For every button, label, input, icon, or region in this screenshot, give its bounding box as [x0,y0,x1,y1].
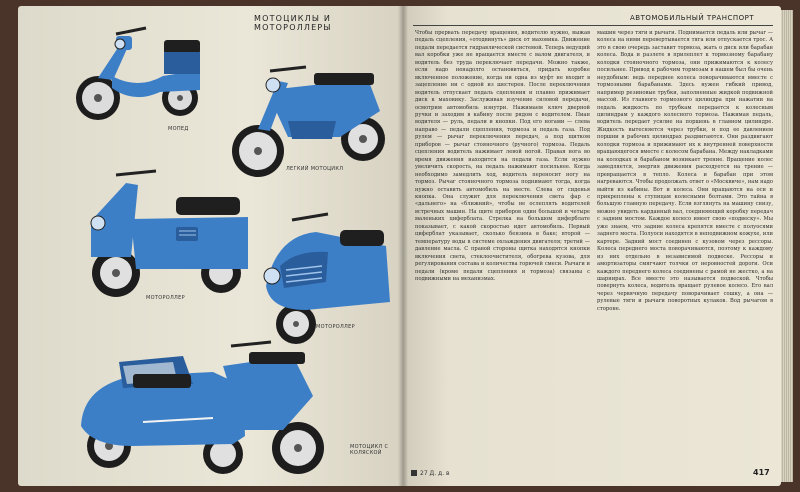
footer-square-icon [411,470,417,476]
right-page [403,6,781,486]
caption-light-motorcycle: ЛЕГКИЙ МОТОЦИКЛ [286,166,344,172]
moped-illustration [68,18,208,128]
caption-sidecar [350,444,390,456]
left-page [18,6,403,486]
caption-sidecar-text: МОТОЦИКЛ С КОЛЯСКОЙ [350,444,389,456]
right-text-column-1: Чтобы прервать передачу вращения, водителю нужно, выжав педаль сцепления, «отодвинуть» диск от маховика. Движение педали передается гидравлической системой. Теперь ведущий вал коробки уже не вращается вместе с валом двигателя, и водитель без труда переключает передачи. Можно также, если надо ненадолго остановиться, придать коробке включенное положение, когда ни одна из муфт не входит в зацепление ни с одной из шестерен. После переключения водитель отпускает педаль сцепления и плавно прижимает диск к маховику. Заслуживая изучение силовой передачи, осмотрим автомобиль изнутри. Нажимаем ключ дверной ручки и заходим в кабину после рядом с водителем. Пиан водителя — руль, педали и кнопки. Под его ногами — слева направо — педали сцепления, тормоза и педаль газа. Под рулем — рычаг переключения передач, а под щитком приборов — рычаг стояночного (ручного) тормоза. Педаль сцепления водитель нажимает левой ногой. Правая нога во время движения находится на педали газа. Если нужно увеличить скорость, на педаль нажимают посильнее. Когда необходимо замедлить ход, водитель переносит ногу на тормоз. Рычаг стояночного тормоза поднимают тогда, когда нужно оставить автомобиль на месте. Слева от сиденья кнопка. Она служит для переключения света фар с «дальнего» на «ближний», чтобы не ослеплять водителей встречных машин. На щите приборов один большой и четыре маленьких циферблата. Стрелка на большом циферблате показывает, с какой скоростью идет автомобиль. Первый циферблат указывает, сколько бензина в баке; второй — температуру воды в системе охлаждения двигателя; третий — давление масла. С правой стороны щитка находятся кнопки включения света, стеклоочистителя, обогрева кузова, для регулирования состава и количества горючей смеси. Рычаги и педали (кроме педали сцепления и тормоза) связаны с подвижными на механизмах. [415,30,590,282]
scooter-1-illustration [76,161,251,301]
header-rule [413,25,773,26]
caption-scooter-2: МОТОРОЛЛЕР [316,324,355,330]
sidecar-motorcycle-illustration [73,326,333,481]
page-edges [781,10,793,482]
left-page-header: МОТОЦИКЛЫ И МОТОРОЛЛЕРЫ [254,14,332,32]
footer-marker-text: 27 Д. д. в [420,470,450,477]
footer-marker [411,470,450,477]
light-motorcycle-illustration [228,51,388,181]
caption-scooter-1: МОТОРОЛЛЕР [146,295,185,301]
right-text-column-2: машин через тяги и рычаги. Поднимается педаль или рычаг — колеса на ними перевертывается тяга или отпускается трос. А это в свою очередь заставит тормоза, жать о диск или барабан колеса. Вода и разлете в прилеплет к тормозному барабану колодки стояночного тормоза, они прижимаются к колесу посильнее. Привод к рабочим тормозам в нашем был бы очень неудобным: ведь переднее колеса поворачиваются вместе с тормозными барабанами. Здесь нужен гибкий привод, например резиновые трубки, заполненные жидкой подвижной массой. Из главного тормозного цилиндра при нажатии на педаль жидкость по трубкам передается к колесным цилиндрам у каждого колесного тормоза. Нажимая педаль, водитель передает усилие на поршень в главном цилиндре. Жидкость вытесняется через трубки, и под ее давлением поршни в рабочих цилиндрах раздвигаются. Они раздвигают колодки тормоза и прижимают их к внутренней поверхности вращающегося вместе с колесом барабана. Между накладками на колодках и барабаном возникает трение. Вращение колес замедляется, энергия движения расходуется на трение — превращается в тепло. Колеса и барабан при этом нагреваются. Чтобы продолжать ответ о «Москвиче», нам надо выйти из кабины. Вот и колеса. Они вращаются на оси и прикреплены к ступицам колесными болтами. Это тайна в большую главную передачу. Если взглянуть на машину снизу, можно увидеть карданный вал, соединяющий коробку передач с задним мостом. Каждое колесо имеет свою «подвеску». Мы уже знаем, что задние колеса крепятся вместе с полуосями заднего моста. Полуоси находятся в неподвижном кожухе, или картере. Задний мост соединен с кузовом через рессоры. Колеса переднего моста поворачиваются, поэтому к каждому из них отдельно в независимой подвеске. Рессоры и амортизаторы смягчают толчки от неровностей дороги. Оси каждого переднего колеса соединены с рамой не жестко, а на шарнирах. Все вместе это называется подвеской. Чтобы повернуть колеса, водитель вращает рулевое колесо. Его вал через червячную передачу поворачивает сошку, а она — рулевые тяги и рычаги поворотных кулаков. Вод рычагом в стороне. [597,30,773,312]
page-number: 417 [753,468,770,477]
book-gutter [398,6,408,486]
right-page-header: АВТОМОБИЛЬНЫЙ ТРАНСПОРТ [630,14,755,22]
caption-moped: МОПЕД [168,126,189,132]
